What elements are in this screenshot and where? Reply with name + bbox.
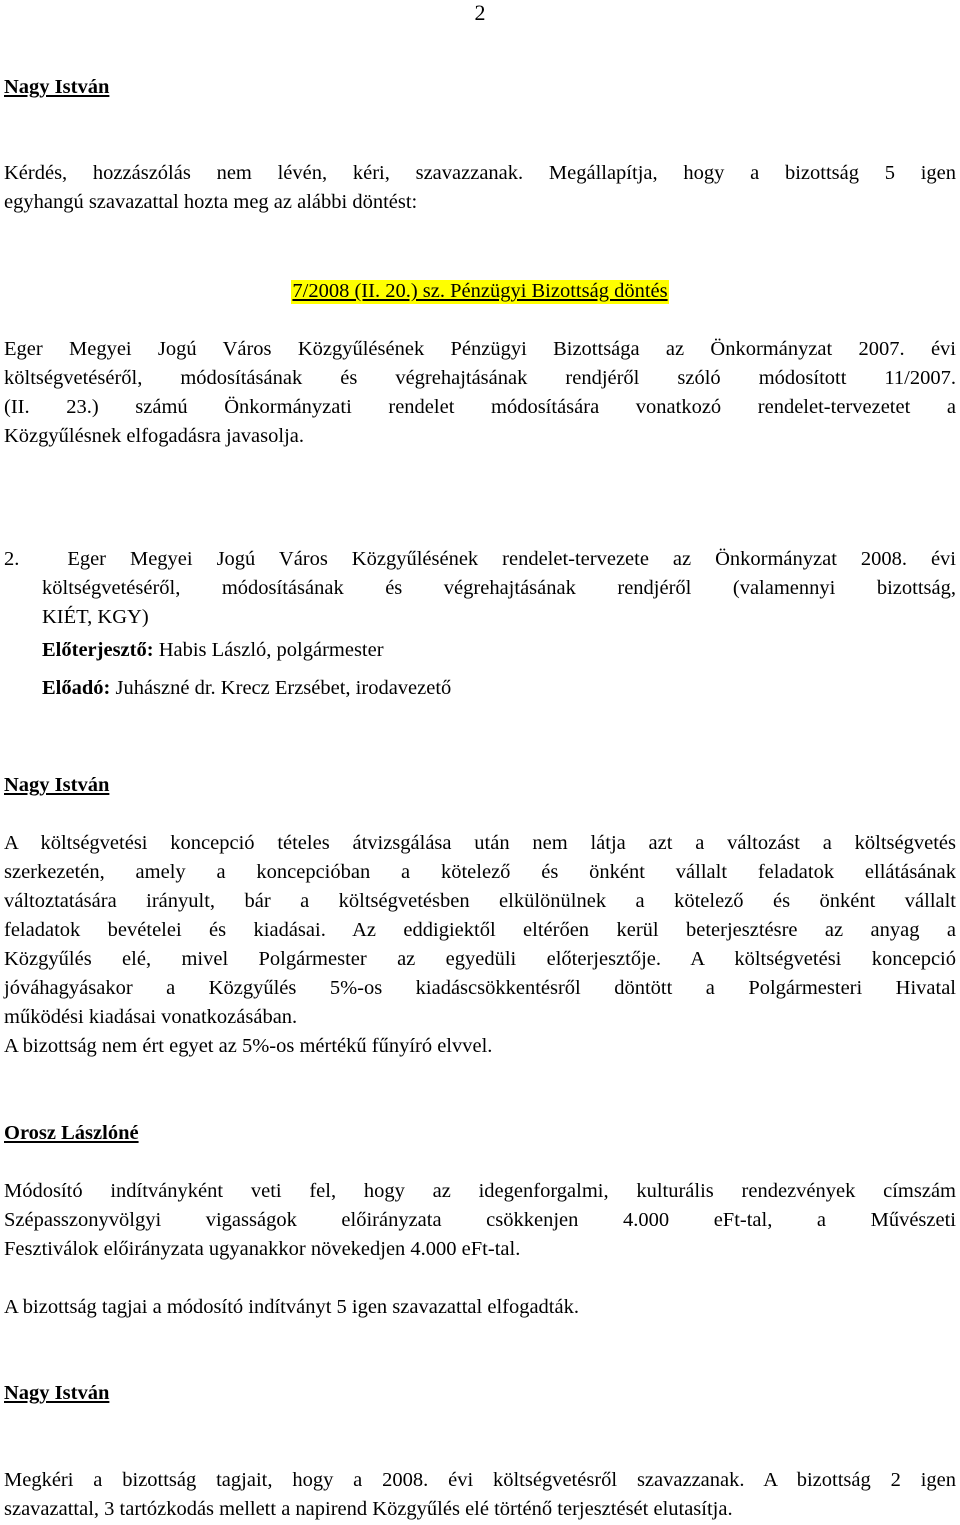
text-line: Megkéri a bizottság tagjait, hogy a 2008. évi költségvetésről szavazzanak. A bizottság 2 igen [4, 1469, 956, 1491]
agenda-item-number: 2. [4, 548, 20, 570]
speaker-name: Nagy István [4, 1382, 110, 1404]
page-number: 2 [474, 0, 486, 25]
text-line: működési kiadásai vonatkozásában. [4, 1006, 298, 1028]
decision-text [4, 335, 956, 451]
speaker-name: Nagy István [4, 774, 110, 796]
text-line: egyhangú szavazattal hozta meg az alábbi döntést: [4, 191, 418, 213]
paragraph-final-vote [4, 1466, 956, 1524]
agenda-item-presenter [4, 632, 956, 668]
speaker-value: Juhászné dr. Krecz Erzsébet, irodavezető [115, 677, 452, 699]
agenda-item-continuation [4, 574, 956, 632]
speaker-label: Előadó: [42, 677, 111, 699]
text-line: szerkezetén, amely a koncepcióban a kötelező és önként vállalt feladatok ellátásának [4, 861, 956, 883]
text-line: Közgyűlésnek elfogadásra javasolja. [4, 425, 304, 447]
decision-title-highlight: 7/2008 (II. 20.) sz. Pénzügyi Bizottság döntés [292, 280, 668, 302]
text-line: Közgyűlés elé, mivel Polgármester az egyedüli előterjesztője. A költségvetési koncepció [4, 948, 956, 970]
agenda-item-line [4, 545, 956, 574]
text-line: Módosító indítványként veti fel, hogy az idegenforgalmi, kulturális rendezvények címszám [4, 1180, 956, 1202]
text-line: költségvetéséről, módosításának és végrehajtásának rendjéről szóló módosított 11/2007. [4, 367, 956, 389]
text-line: változtatására irányult, bár a költségvetésben elkülönülnek a kötelező és önként vállalt [4, 890, 956, 912]
paragraph-budget-review [4, 829, 956, 1061]
agenda-item-title: Eger Megyei Jogú Város Közgyűlésének rendelet-tervezete az Önkormányzat 2008. évi [67, 548, 957, 570]
presenter-value: Habis László, polgármester [158, 639, 384, 661]
presenter-label: Előterjesztő: [42, 639, 154, 661]
text-line: Eger Megyei Jogú Város Közgyűlésének Pénzügyi Bizottsága az Önkormányzat 2007. évi [4, 338, 956, 360]
decision-title [0, 277, 960, 306]
speaker-name: Orosz Lászlóné [4, 1122, 139, 1144]
text-line: Szépasszonyvölgyi vigasságok előirányzata csökkenjen 4.000 eFt-tal, a Művészeti [4, 1209, 956, 1231]
text-line: (II. 23.) számú Önkormányzati rendelet módosítására vonatkozó rendelet-tervezetet a [4, 396, 956, 418]
paragraph-amendment-result: A bizottság tagjai a módosító indítványt 5 igen szavazattal elfogadták. [4, 1296, 579, 1318]
speaker-name: Nagy István [4, 76, 110, 98]
paragraph-amendment [4, 1177, 956, 1264]
text-line: jóváhagyásakor a Közgyűlés 5%-os kiadáscsökkentésről döntött a Polgármesteri Hivatal [4, 977, 956, 999]
text-line: KIÉT, KGY) [42, 606, 149, 628]
agenda-item-speaker [4, 668, 956, 708]
text-line: A költségvetési koncepció tételes átvizsgálása után nem látja azt a változást a költségvetés [4, 832, 956, 854]
text-line: Fesztiválok előirányzata ugyanakkor növekedjen 4.000 eFt-tal. [4, 1238, 521, 1260]
text-line: költségvetéséről, módosításának és végrehajtásának rendjéről (valamennyi bizottság, [42, 577, 956, 599]
text-line: feladatok bevételei és kiadásai. Az eddigiektől eltérően kerül beterjesztésre az anyag a [4, 919, 956, 941]
text-line: Kérdés, hozzászólás nem lévén, kéri, szavazzanak. Megállapítja, hogy a bizottság 5 igen [4, 162, 956, 184]
text-line: A bizottság nem ért egyet az 5%-os mértékű fűnyíró elvvel. [4, 1035, 493, 1057]
text-line: szavazattal, 3 tartózkodás mellett a napirend Közgyűlés elé történő terjesztését elutasítja. [4, 1498, 733, 1520]
paragraph-vote-intro [4, 159, 956, 217]
agenda-item [4, 545, 956, 708]
